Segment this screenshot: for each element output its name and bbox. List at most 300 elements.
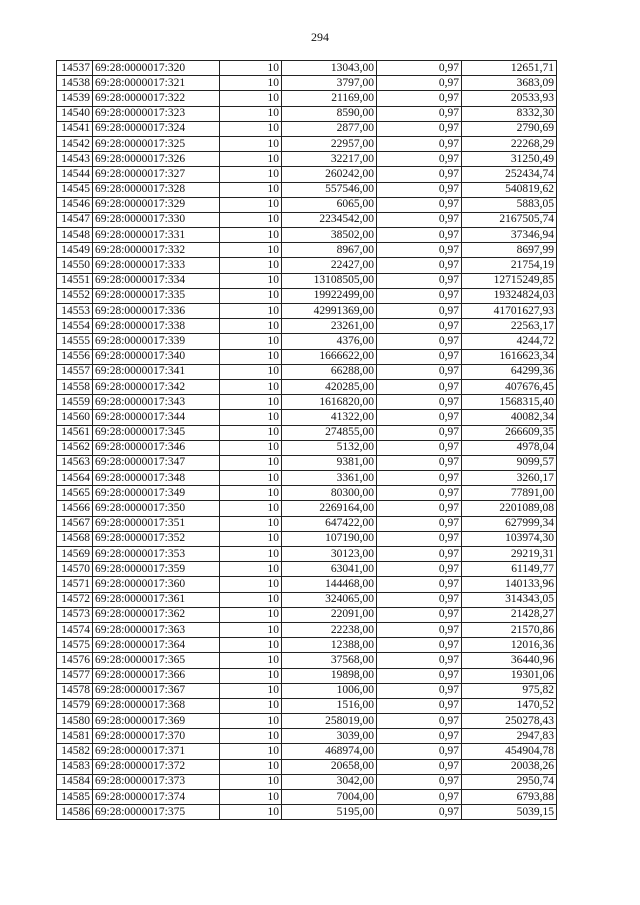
coefficient-cell: 0,97 [377,653,462,668]
area-cell: 19922499,00 [282,288,377,303]
coefficient-cell: 0,97 [377,698,462,713]
value-cell: 250278,43 [462,714,557,729]
cadastral-number-cell: 69:28:0000017:336 [93,304,220,319]
cadastral-number-cell: 69:28:0000017:363 [93,622,220,637]
row-number-cell: 14551 [57,273,93,288]
area-cell: 7004,00 [282,790,377,805]
row-number-cell: 14566 [57,501,93,516]
cadastral-number-cell: 69:28:0000017:328 [93,182,220,197]
value-cell: 19301,06 [462,668,557,683]
table-row [57,577,557,592]
area-cell: 3042,00 [282,774,377,789]
table-row [57,364,557,379]
value-cell: 140133,96 [462,577,557,592]
coefficient-cell: 0,97 [377,577,462,592]
category-cell: 10 [220,349,282,364]
value-cell: 1616623,34 [462,349,557,364]
value-cell: 2790,69 [462,121,557,136]
cadastral-number-cell: 69:28:0000017:320 [93,61,220,76]
category-cell: 10 [220,729,282,744]
coefficient-cell: 0,97 [377,197,462,212]
value-cell: 103974,30 [462,531,557,546]
category-cell: 10 [220,714,282,729]
row-number-cell: 14578 [57,683,93,698]
table-row [57,790,557,805]
cadastral-number-cell: 69:28:0000017:368 [93,698,220,713]
row-number-cell: 14538 [57,76,93,91]
coefficient-cell: 0,97 [377,455,462,470]
area-cell: 144468,00 [282,577,377,592]
row-number-cell: 14584 [57,774,93,789]
cadastral-number-cell: 69:28:0000017:334 [93,273,220,288]
coefficient-cell: 0,97 [377,592,462,607]
category-cell: 10 [220,334,282,349]
table-row [57,197,557,212]
page-number: 294 [311,30,329,44]
category-cell: 10 [220,577,282,592]
cadastral-number-cell: 69:28:0000017:332 [93,243,220,258]
area-cell: 647422,00 [282,516,377,531]
cadastral-number-cell: 69:28:0000017:343 [93,395,220,410]
category-cell: 10 [220,212,282,227]
cadastral-number-cell: 69:28:0000017:346 [93,440,220,455]
table-row [57,243,557,258]
row-number-cell: 14541 [57,121,93,136]
category-cell: 10 [220,607,282,622]
cadastral-number-cell: 69:28:0000017:362 [93,607,220,622]
area-cell: 32217,00 [282,152,377,167]
row-number-cell: 14539 [57,91,93,106]
cadastral-number-cell: 69:28:0000017:360 [93,577,220,592]
table-row [57,121,557,136]
area-cell: 37568,00 [282,653,377,668]
area-cell: 66288,00 [282,364,377,379]
coefficient-cell: 0,97 [377,304,462,319]
cadastral-number-cell: 69:28:0000017:349 [93,486,220,501]
category-cell: 10 [220,410,282,425]
row-number-cell: 14552 [57,288,93,303]
category-cell: 10 [220,790,282,805]
value-cell: 22563,17 [462,319,557,334]
value-cell: 252434,74 [462,167,557,182]
value-cell: 22268,29 [462,136,557,151]
value-cell: 19324824,03 [462,288,557,303]
area-cell: 22238,00 [282,622,377,637]
cadastral-number-cell: 69:28:0000017:352 [93,531,220,546]
row-number-cell: 14559 [57,395,93,410]
row-number-cell: 14549 [57,243,93,258]
table-row [57,304,557,319]
row-number-cell: 14558 [57,379,93,394]
coefficient-cell: 0,97 [377,228,462,243]
cadastral-number-cell: 69:28:0000017:350 [93,501,220,516]
cadastral-number-cell: 69:28:0000017:330 [93,212,220,227]
table-row [57,501,557,516]
coefficient-cell: 0,97 [377,486,462,501]
row-number-cell: 14580 [57,714,93,729]
cadastral-number-cell: 69:28:0000017:339 [93,334,220,349]
value-cell: 2950,74 [462,774,557,789]
row-number-cell: 14563 [57,455,93,470]
area-cell: 2234542,00 [282,212,377,227]
category-cell: 10 [220,516,282,531]
category-cell: 10 [220,273,282,288]
row-number-cell: 14554 [57,319,93,334]
coefficient-cell: 0,97 [377,349,462,364]
table-row [57,683,557,698]
value-cell: 36440,96 [462,653,557,668]
category-cell: 10 [220,425,282,440]
row-number-cell: 14586 [57,805,93,820]
category-cell: 10 [220,547,282,562]
category-cell: 10 [220,379,282,394]
cadastral-number-cell: 69:28:0000017:338 [93,319,220,334]
category-cell: 10 [220,61,282,76]
category-cell: 10 [220,288,282,303]
area-cell: 9381,00 [282,455,377,470]
coefficient-cell: 0,97 [377,562,462,577]
category-cell: 10 [220,228,282,243]
row-number-cell: 14546 [57,197,93,212]
table-row [57,288,557,303]
value-cell: 627999,34 [462,516,557,531]
cadastral-number-cell: 69:28:0000017:351 [93,516,220,531]
row-number-cell: 14581 [57,729,93,744]
area-cell: 5132,00 [282,440,377,455]
value-cell: 3683,09 [462,76,557,91]
table-row [57,349,557,364]
row-number-cell: 14577 [57,668,93,683]
area-cell: 12388,00 [282,638,377,653]
value-cell: 8332,30 [462,106,557,121]
row-number-cell: 14572 [57,592,93,607]
category-cell: 10 [220,774,282,789]
row-number-cell: 14556 [57,349,93,364]
value-cell: 8697,99 [462,243,557,258]
value-cell: 5883,05 [462,197,557,212]
cadastral-number-cell: 69:28:0000017:365 [93,653,220,668]
row-number-cell: 14537 [57,61,93,76]
cadastral-number-cell: 69:28:0000017:345 [93,425,220,440]
table-row [57,379,557,394]
row-number-cell: 14582 [57,744,93,759]
category-cell: 10 [220,136,282,151]
area-cell: 13108505,00 [282,273,377,288]
coefficient-cell: 0,97 [377,121,462,136]
value-cell: 41701627,93 [462,304,557,319]
table-row [57,668,557,683]
coefficient-cell: 0,97 [377,774,462,789]
row-number-cell: 14585 [57,790,93,805]
category-cell: 10 [220,440,282,455]
coefficient-cell: 0,97 [377,288,462,303]
area-cell: 557546,00 [282,182,377,197]
coefficient-cell: 0,97 [377,167,462,182]
area-cell: 3361,00 [282,471,377,486]
category-cell: 10 [220,152,282,167]
coefficient-cell: 0,97 [377,668,462,683]
table-row [57,805,557,820]
value-cell: 2167505,74 [462,212,557,227]
category-cell: 10 [220,319,282,334]
row-number-cell: 14564 [57,471,93,486]
coefficient-cell: 0,97 [377,607,462,622]
cadastral-number-cell: 69:28:0000017:340 [93,349,220,364]
row-number-cell: 14550 [57,258,93,273]
value-cell: 4978,04 [462,440,557,455]
category-cell: 10 [220,668,282,683]
value-cell: 3260,17 [462,471,557,486]
area-cell: 420285,00 [282,379,377,394]
area-cell: 260242,00 [282,167,377,182]
table-row [57,106,557,121]
row-number-cell: 14567 [57,516,93,531]
coefficient-cell: 0,97 [377,516,462,531]
value-cell: 2947,83 [462,729,557,744]
coefficient-cell: 0,97 [377,714,462,729]
area-cell: 38502,00 [282,228,377,243]
category-cell: 10 [220,622,282,637]
row-number-cell: 14547 [57,212,93,227]
coefficient-cell: 0,97 [377,638,462,653]
coefficient-cell: 0,97 [377,790,462,805]
area-cell: 30123,00 [282,547,377,562]
coefficient-cell: 0,97 [377,106,462,121]
value-cell: 975,82 [462,683,557,698]
category-cell: 10 [220,638,282,653]
area-cell: 5195,00 [282,805,377,820]
row-number-cell: 14574 [57,622,93,637]
row-number-cell: 14555 [57,334,93,349]
value-cell: 31250,49 [462,152,557,167]
coefficient-cell: 0,97 [377,805,462,820]
table-row [57,152,557,167]
cadastral-number-cell: 69:28:0000017:321 [93,76,220,91]
cadastral-number-cell: 69:28:0000017:371 [93,744,220,759]
value-cell: 37346,94 [462,228,557,243]
value-cell: 21570,86 [462,622,557,637]
row-number-cell: 14570 [57,562,93,577]
area-cell: 2269164,00 [282,501,377,516]
cadastral-number-cell: 69:28:0000017:361 [93,592,220,607]
cadastral-number-cell: 69:28:0000017:353 [93,547,220,562]
area-cell: 258019,00 [282,714,377,729]
coefficient-cell: 0,97 [377,364,462,379]
value-cell: 314343,05 [462,592,557,607]
cadastral-number-cell: 69:28:0000017:347 [93,455,220,470]
cadastral-number-cell: 69:28:0000017:370 [93,729,220,744]
table-row [57,91,557,106]
value-cell: 540819,62 [462,182,557,197]
area-cell: 22957,00 [282,136,377,151]
table-row [57,759,557,774]
value-cell: 407676,45 [462,379,557,394]
area-cell: 3797,00 [282,76,377,91]
value-cell: 12651,71 [462,61,557,76]
table-row [57,516,557,531]
category-cell: 10 [220,683,282,698]
category-cell: 10 [220,243,282,258]
cadastral-number-cell: 69:28:0000017:359 [93,562,220,577]
value-cell: 21754,19 [462,258,557,273]
table-body [57,61,557,820]
coefficient-cell: 0,97 [377,258,462,273]
row-number-cell: 14573 [57,607,93,622]
coefficient-cell: 0,97 [377,759,462,774]
value-cell: 1568315,40 [462,395,557,410]
table-row [57,410,557,425]
table-row [57,729,557,744]
value-cell: 12715249,85 [462,273,557,288]
category-cell: 10 [220,486,282,501]
table-row [57,486,557,501]
table-row [57,698,557,713]
cadastral-number-cell: 69:28:0000017:335 [93,288,220,303]
coefficient-cell: 0,97 [377,334,462,349]
area-cell: 23261,00 [282,319,377,334]
row-number-cell: 14557 [57,364,93,379]
value-cell: 12016,36 [462,638,557,653]
category-cell: 10 [220,501,282,516]
area-cell: 13043,00 [282,61,377,76]
table-row [57,395,557,410]
category-cell: 10 [220,759,282,774]
area-cell: 1006,00 [282,683,377,698]
value-cell: 1470,52 [462,698,557,713]
row-number-cell: 14571 [57,577,93,592]
value-cell: 4244,72 [462,334,557,349]
category-cell: 10 [220,698,282,713]
table-row [57,714,557,729]
area-cell: 20658,00 [282,759,377,774]
row-number-cell: 14569 [57,547,93,562]
area-cell: 80300,00 [282,486,377,501]
row-number-cell: 14576 [57,653,93,668]
area-cell: 274855,00 [282,425,377,440]
area-cell: 21169,00 [282,91,377,106]
cadastral-number-cell: 69:28:0000017:348 [93,471,220,486]
table-row [57,547,557,562]
category-cell: 10 [220,653,282,668]
coefficient-cell: 0,97 [377,410,462,425]
cadastral-number-cell: 69:28:0000017:341 [93,364,220,379]
value-cell: 454904,78 [462,744,557,759]
area-cell: 19898,00 [282,668,377,683]
cadastral-number-cell: 69:28:0000017:366 [93,668,220,683]
table-row [57,562,557,577]
row-number-cell: 14560 [57,410,93,425]
row-number-cell: 14568 [57,531,93,546]
cadastral-number-cell: 69:28:0000017:344 [93,410,220,425]
value-cell: 61149,77 [462,562,557,577]
table-row [57,607,557,622]
table-row [57,653,557,668]
category-cell: 10 [220,258,282,273]
cadastral-number-cell: 69:28:0000017:373 [93,774,220,789]
coefficient-cell: 0,97 [377,76,462,91]
area-cell: 3039,00 [282,729,377,744]
category-cell: 10 [220,304,282,319]
table-row [57,228,557,243]
value-cell: 20533,93 [462,91,557,106]
coefficient-cell: 0,97 [377,531,462,546]
row-number-cell: 14583 [57,759,93,774]
coefficient-cell: 0,97 [377,212,462,227]
cadastral-number-cell: 69:28:0000017:369 [93,714,220,729]
cadastral-number-cell: 69:28:0000017:374 [93,790,220,805]
cadastral-number-cell: 69:28:0000017:375 [93,805,220,820]
area-cell: 6065,00 [282,197,377,212]
coefficient-cell: 0,97 [377,395,462,410]
category-cell: 10 [220,395,282,410]
row-number-cell: 14548 [57,228,93,243]
category-cell: 10 [220,805,282,820]
category-cell: 10 [220,744,282,759]
table-row [57,622,557,637]
row-number-cell: 14553 [57,304,93,319]
cadastral-table [56,60,557,820]
value-cell: 6793,88 [462,790,557,805]
value-cell: 5039,15 [462,805,557,820]
cadastral-number-cell: 69:28:0000017:326 [93,152,220,167]
cadastral-number-cell: 69:28:0000017:342 [93,379,220,394]
area-cell: 2877,00 [282,121,377,136]
cadastral-number-cell: 69:28:0000017:331 [93,228,220,243]
coefficient-cell: 0,97 [377,744,462,759]
table-row [57,258,557,273]
cadastral-number-cell: 69:28:0000017:323 [93,106,220,121]
category-cell: 10 [220,364,282,379]
table-row [57,638,557,653]
row-number-cell: 14545 [57,182,93,197]
value-cell: 9099,57 [462,455,557,470]
table-row [57,319,557,334]
area-cell: 22091,00 [282,607,377,622]
area-cell: 63041,00 [282,562,377,577]
row-number-cell: 14575 [57,638,93,653]
table-row [57,531,557,546]
coefficient-cell: 0,97 [377,136,462,151]
cadastral-number-cell: 69:28:0000017:364 [93,638,220,653]
table-row [57,182,557,197]
coefficient-cell: 0,97 [377,319,462,334]
value-cell: 2201089,08 [462,501,557,516]
area-cell: 8590,00 [282,106,377,121]
row-number-cell: 14565 [57,486,93,501]
coefficient-cell: 0,97 [377,440,462,455]
coefficient-cell: 0,97 [377,61,462,76]
coefficient-cell: 0,97 [377,273,462,288]
area-cell: 468974,00 [282,744,377,759]
area-cell: 107190,00 [282,531,377,546]
cadastral-number-cell: 69:28:0000017:327 [93,167,220,182]
area-cell: 41322,00 [282,410,377,425]
table-row [57,212,557,227]
cadastral-number-cell: 69:28:0000017:325 [93,136,220,151]
cadastral-number-cell: 69:28:0000017:367 [93,683,220,698]
category-cell: 10 [220,106,282,121]
cadastral-number-cell: 69:28:0000017:324 [93,121,220,136]
category-cell: 10 [220,197,282,212]
value-cell: 29219,31 [462,547,557,562]
table-row [57,440,557,455]
category-cell: 10 [220,167,282,182]
category-cell: 10 [220,121,282,136]
coefficient-cell: 0,97 [377,622,462,637]
cadastral-number-cell: 69:28:0000017:329 [93,197,220,212]
coefficient-cell: 0,97 [377,182,462,197]
row-number-cell: 14562 [57,440,93,455]
